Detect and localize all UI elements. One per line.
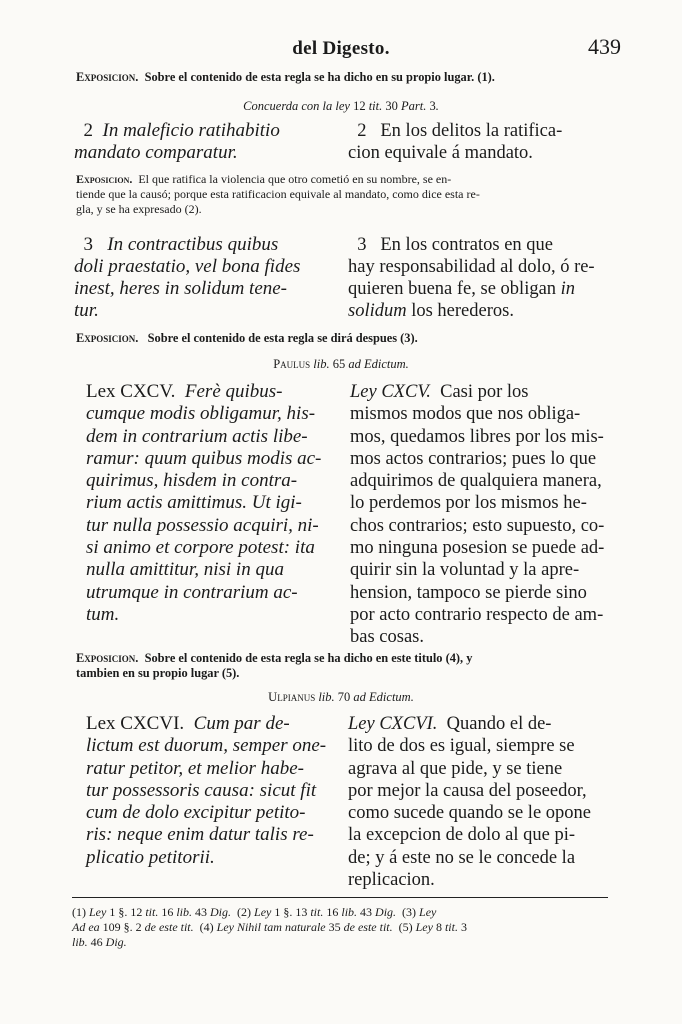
rule-2-spanish: 2 En los delitos la ratifica- cion equivale á mandato.: [348, 121, 563, 163]
rule-2-latin: 2 In maleficio ratihabitio mandato comparatur.: [74, 120, 280, 163]
exposicion-4: Exposicion. Sobre el contenido de esta regla se ha dicho en este titulo (4), y tambien en su propio lugar (5).: [76, 651, 473, 680]
concordance-note: Concuerda con la ley 12 tit. 30 Part. 3.: [243, 99, 439, 113]
lex-196-latin: Lex CXCVI. Cum par de- lictum est duorum, semper one- ratur petitor, et melior habe- tur possessoris causa: sicut fit cum de dolo excipitur petito- ris: neque enim datur talis re- plicatio petitorii.: [86, 713, 327, 868]
source-ulpianus: Ulpianus lib. 70 ad Edictum.: [268, 690, 414, 704]
exposicion-1: Exposicion. Sobre el contenido de esta regla se ha dicho en su propio lugar. (1).: [76, 70, 495, 84]
running-head: del Digesto.: [292, 38, 390, 59]
footnote-rule: [72, 897, 608, 898]
footnotes: (1) Ley 1 §. 12 tit. 16 lib. 43 Dig. (2) Ley 1 §. 13 tit. 16 lib. 43 Dig. (3) Ley Ad ea 109 §. 2 de este tit. (4) Ley Nihil tam naturale 35 de este tit. (5) Ley 8 tit. 3 lib. 46 Dig.: [72, 905, 467, 949]
exposicion-3: Exposicion. Sobre el contenido de esta regla se dirá despues (3).: [76, 331, 418, 345]
page-number: 439: [588, 34, 621, 59]
lex-195-spanish: Ley CXCV. Casi por los mismos modos que nos obliga- mos, quedamos libres por los mis- mos actos contrarios; pues lo que adquirimos de qualquiera manera, lo perdemos por los mismos he- chos contrarios; esto supuesto, co- mo ninguna posesion se puede ad- quirir sin la voluntad y la apre- hension, tampoco se pierde sino por acto contrario respecto de am- bas cosas.: [350, 382, 605, 648]
source-paulus: Paulus lib. 65 ad Edictum.: [273, 357, 409, 371]
rule-3-latin: 3 In contractibus quibus doli praestatio, vel bona fides inest, heres in solidum tene- tur.: [74, 234, 301, 321]
rule-3-spanish: 3 En los contratos en que hay responsabilidad al dolo, ó re- quieren buena fe, se obligan in solidum los herederos.: [348, 235, 595, 321]
lex-196-spanish: Ley CXCVI. Quando el de- lito de dos es igual, siempre se agrava al que pide, y se tiene por mejor la causa del poseedor, como sucede quando se le opone la excepcion de dolo al que pi- de; y á este no se le concede la replicacion.: [348, 714, 591, 891]
lex-195-latin: Lex CXCV. Ferè quibus- cumque modis obligamur, his- dem in contrarium actis libe- ramur: quum quibus modis ac- quirimus, hisdem in contra- rium actis amittimus. Ut igi- tur nulla possessio acquiri, ni- si animo et corpore potest: ita nulla amittitur, nisi in qua utrumque in contrarium ac- tum.: [86, 381, 322, 625]
exposicion-2: Exposicion. El que ratifica la violencia que otro cometió en su nombre, se en- tiende que la causó; porque esta ratificacion equivale al mandato, como dice esta re- gla, y se ha expresado (2).: [76, 172, 480, 216]
